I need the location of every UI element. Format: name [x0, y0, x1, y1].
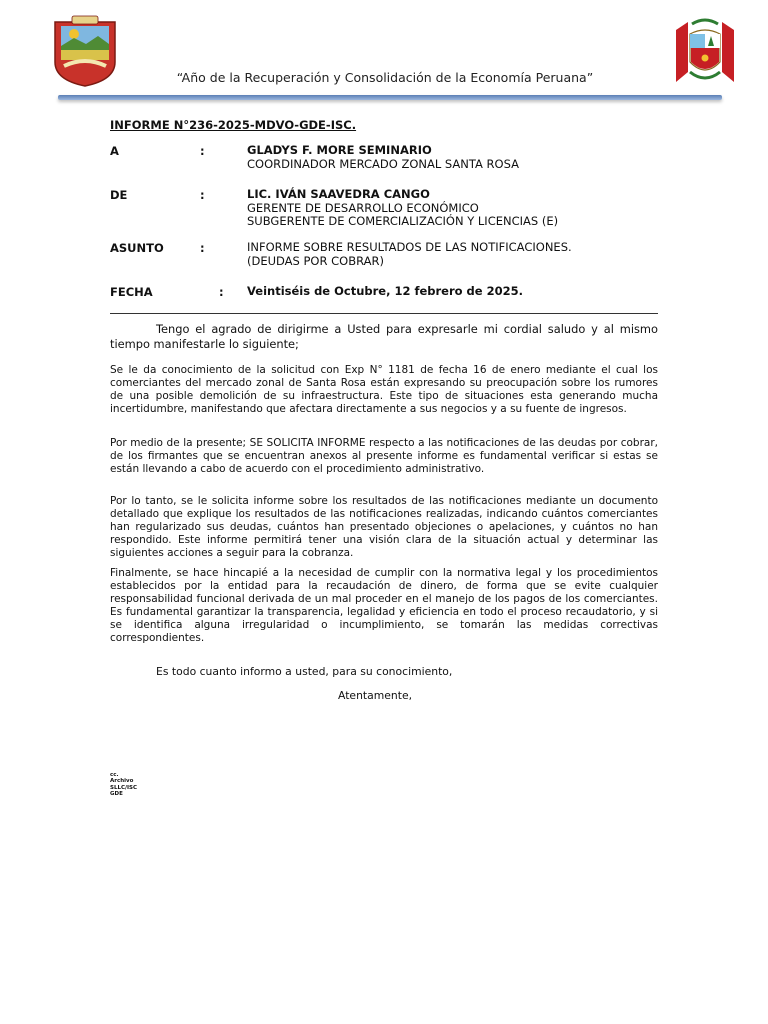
paragraph-4: Finalmente, se hace hincapié a la necesidad de cumplir con la normativa legal y los procedimientos establecidos por la entidad para la recaudación de dinero, de forma que se evite cualquier responsabilidad funcional derivada de un mal proceder en el manejo de los pagos de los comerciantes. Es fundamental garantizar la transparencia, legalidad y eficiencia en todo el proceso recaudatorio, y si se identifica alguna irregularidad o incumplimiento, se tomarán las medidas correctivas correspondientes. [110, 567, 658, 644]
date-text: Veintiséis de Octubre, 12 febrero de 2025. [247, 284, 523, 298]
intro-paragraph: Tengo el agrado de dirigirme a Usted para expresarle mi cordial saludo y al mismo tiempo manifestarle lo siguiente; [110, 322, 658, 351]
subject-colon: : [200, 241, 205, 255]
to-value [247, 144, 667, 171]
cc-line: GDE [110, 791, 123, 798]
report-number: INFORME N°236-2025-MDVO-GDE-ISC. [110, 118, 357, 132]
from-colon: : [200, 188, 205, 202]
date-colon: : [219, 285, 224, 299]
to-label: A [110, 144, 119, 158]
from-label: DE [110, 188, 128, 202]
from-name: LIC. IVÁN SAAVEDRA CANGO [247, 187, 430, 201]
signoff: Atentamente, [338, 689, 413, 702]
to-title: COORDINADOR MERCADO ZONAL SANTA ROSA [247, 156, 519, 171]
paragraph-2: Por medio de la presente; SE SOLICITA INFORME respecto a las notificaciones de las deudas por cobrar, de los firmantes que se encuentran anexos al presente informe es fundamental verificar si estas se están llevando a cabo de acuerdo con el procedimiento administrativo. [110, 437, 658, 475]
municipal-logo [52, 14, 118, 88]
cc-list [110, 772, 137, 798]
subject-line-1: INFORME SOBRE RESULTADOS DE LAS NOTIFICACIONES. [247, 240, 572, 254]
from-value [247, 188, 667, 229]
subject-label: ASUNTO [110, 241, 164, 255]
subject-value [247, 241, 667, 268]
paragraph-1: Se le da conocimiento de la solicitud con Exp N° 1181 de fecha 16 de enero mediante el cual los comerciantes del mercado zonal de Santa Rosa están expresando su preocupación sobre los rumores de una posible demolición de su infraestructura. Este tipo de situaciones esta generando mucha incertidumbre, manifestando que afectara directamente a sus negocios y a su fuente de ingresos. [110, 364, 658, 415]
header-separator [110, 313, 658, 314]
date-label: FECHA [110, 285, 153, 299]
date-value [247, 285, 667, 299]
cc-line: SLLC/ISC [110, 784, 138, 791]
to-name: GLADYS F. MORE SEMINARIO [247, 143, 432, 157]
from-title-1: GERENTE DE DESARROLLO ECONÓMICO [247, 200, 479, 215]
header-divider [58, 95, 722, 100]
to-colon: : [200, 144, 205, 158]
peru-coat-of-arms [670, 16, 740, 90]
from-title-2: SUBGERENTE DE COMERCIALIZACIÓN Y LICENCIAS (E) [247, 214, 559, 228]
year-motto: “Año de la Recuperación y Consolidación de la Economía Peruana” [176, 70, 594, 85]
cc-line: cc. [110, 772, 119, 778]
paragraph-3: Por lo tanto, se le solicita informe sobre los resultados de las notificaciones mediante un documento detallado que explique los resultados de las notificaciones realizadas, indicando cuántos comerciantes han regularizado sus deudas, cuántos han presentado objeciones o apelaciones, y cuántos no han respondido. Este informe permitirá tener una visión clara de la situación actual y determinar las siguientes acciones a seguir para la cobranza. [110, 495, 658, 559]
closing-line: Es todo cuanto informo a usted, para su conocimiento, [156, 665, 453, 678]
cc-line: Archivo [110, 778, 134, 785]
subject-line-2: (DEUDAS POR COBRAR) [247, 253, 384, 268]
